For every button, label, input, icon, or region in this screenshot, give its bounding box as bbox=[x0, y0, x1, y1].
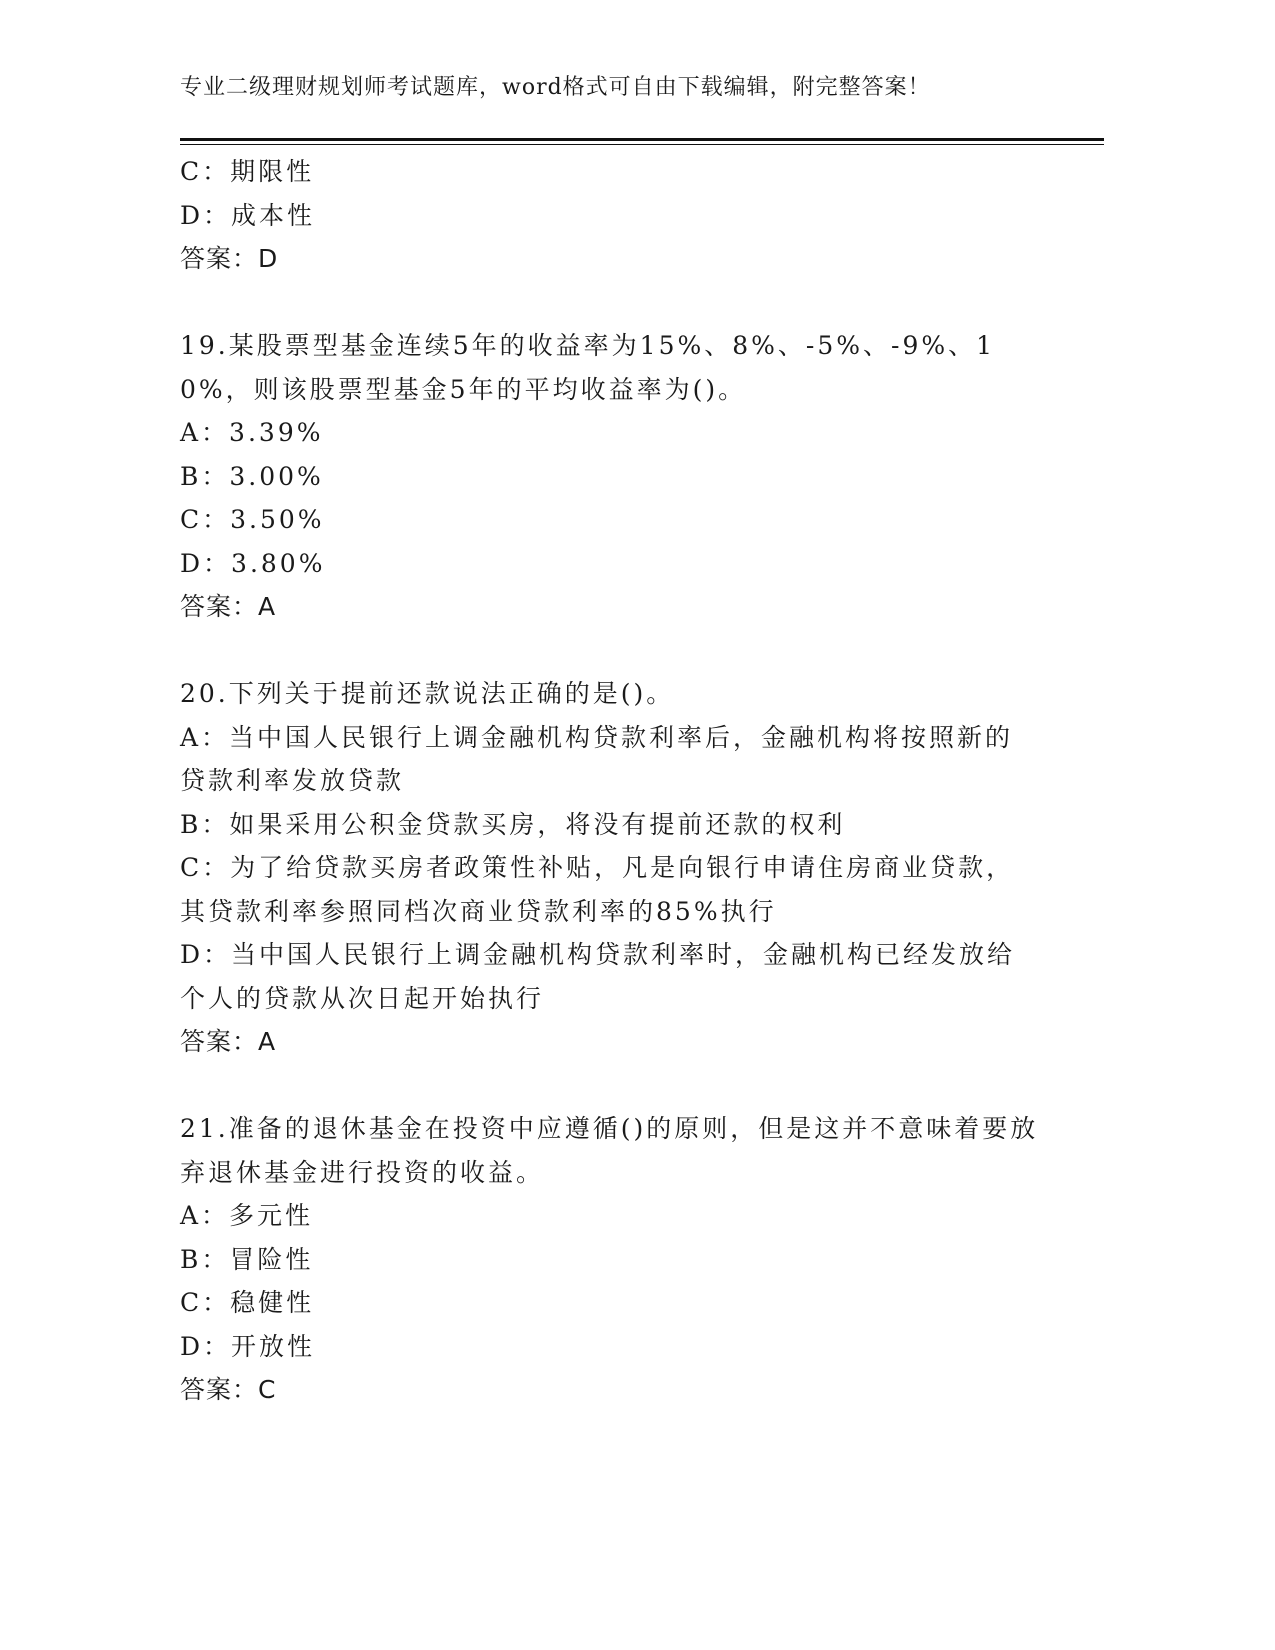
question-stem: 21.准备的退休基金在投资中应遵循()的原则，但是这并不意味着要放弃退休基金进行投资的收益。 bbox=[180, 1114, 1039, 1187]
spacer bbox=[180, 629, 1040, 673]
question-stem: 20.下列关于提前还款说法正确的是()。 bbox=[180, 679, 675, 708]
option-c: C：期限性 bbox=[180, 157, 315, 186]
option-c: C：稳健性 bbox=[180, 1288, 315, 1317]
option-d: D：当中国人民银行上调金融机构贷款利率时，金融机构已经发放给个人的贷款从次日起开始执行 bbox=[180, 940, 1016, 1013]
option-b: B：3.00% bbox=[180, 461, 324, 491]
page-header: 专业二级理财规划师考试题库，word格式可自由下载编辑，附完整答案！ bbox=[180, 75, 931, 100]
question-stem: 19.某股票型基金连续5年的收益率为15%、8%、-5%、-9%、10%，则该股票型基金5年的平均收益率为()。 bbox=[180, 331, 996, 404]
spacer bbox=[180, 1064, 1040, 1108]
answer-line: 答案：A bbox=[180, 592, 277, 621]
option-d: D：开放性 bbox=[180, 1331, 316, 1361]
option-d: D：成本性 bbox=[180, 200, 316, 230]
answer-line: 答案：A bbox=[180, 1027, 277, 1056]
answer-line: 答案：C bbox=[180, 1375, 277, 1404]
option-d: D：3.80% bbox=[180, 548, 326, 578]
header-rule-thick bbox=[180, 138, 1104, 141]
header-rule-thin bbox=[180, 144, 1104, 145]
spacer bbox=[180, 281, 1040, 325]
answer-line: 答案：D bbox=[180, 244, 279, 273]
option-a: A：当中国人民银行上调金融机构贷款利率后，金融机构将按照新的贷款利率发放贷款 bbox=[180, 722, 1014, 795]
option-c: C：为了给贷款买房者政策性补贴，凡是向银行申请住房商业贷款，其贷款利率参照同档次商业贷款利率的85%执行 bbox=[180, 853, 1015, 926]
option-a: A：多元性 bbox=[180, 1201, 314, 1230]
option-b: B：冒险性 bbox=[180, 1244, 314, 1274]
option-b: B：如果采用公积金贷款买房，将没有提前还款的权利 bbox=[180, 809, 846, 839]
option-c: C：3.50% bbox=[180, 505, 325, 534]
question-content bbox=[180, 150, 1040, 1412]
option-a: A：3.39% bbox=[180, 418, 324, 447]
